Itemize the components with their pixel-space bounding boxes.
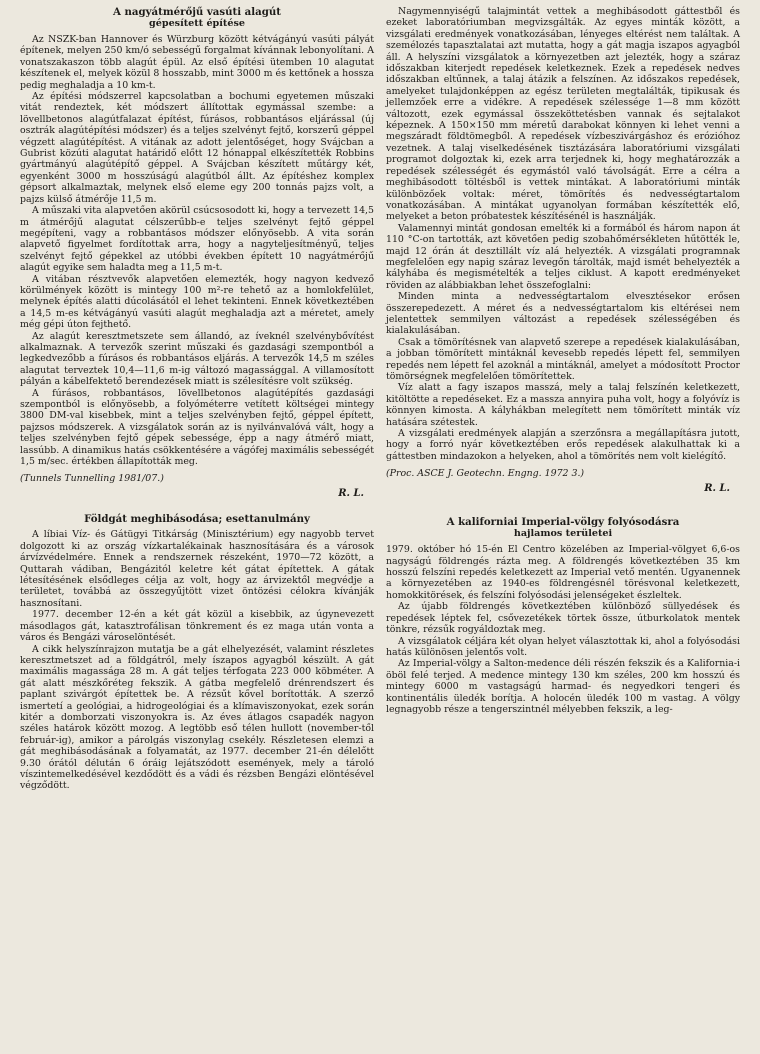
paragraph: 1977. december 12-én a két gát közül a kisebbik, az úgynevezett másodlagos gát, katasztrofálisan tönkrement és ez maga után vonta a város és Bengázi városelöntését.	[20, 609, 374, 644]
paragraph: Az újabb földrengés következtében különböző süllyedések és repedések léptek fel, csővezetékek törtek össze, útburkolatok mentek tönkre, rézsűk rogyáldoztak meg.	[386, 601, 740, 636]
paragraph: A műszaki vita alapvetően akörül csúcsosodott ki, hogy a tervezett 14,5 m átmérőjű alagutat célszerűbb-e teljes szelvényt fejtő géppel megépíteni, vagy a robbantásos módszer előnyösebb. A vita során alapvető figyelmet fordítottak arra, hogy a nagyteljesítményű, teljes szelvényt fejtő gépekkel az utóbbi években épített 10 nagyátmérőjű alagút egyike sem haladta meg a 11,5 m-t.	[20, 205, 374, 274]
article-imperial-valley	[386, 516, 740, 715]
paragraph: Az építési módszerrel kapcsolatban a bochumi egyetemen műszaki vitát rendeztek, két módszert állítottak egymással szembe: a lövellbetonos alagútfalazat építést, fúrásos, robbantásos eljárással (új osztrák alagútépítési módszer) és a teljes szelvényt fejtő, korszerű géppel végzett alagútépítést. A vitának az adott jelentőséget, hogy Svájcban a Gubrist közúti alagutat határidő előtt 12 hónappal elkészítették Robbins gyártmányú alagútépítő géppel. A Svájcban készített műtárgy két, egyenként 3000 m hosszúságú alagútból állt. Az építéshez komplex gépsort alkalmaztak, melynek első eleme egy 200 tonnás pajzs volt, a pajzs külső átmérője 11,5 m.	[20, 91, 374, 205]
paragraph: Víz alatt a fagy iszapos masszá, mely a talaj felszínén keletkezett, kitöltötte a repedéseket. Ez a massza annyira puha volt, hogy a folyóvíz is könnyen kimosta. A kályhákban melegített nem tömörített minták víz hatására szétestek.	[386, 382, 740, 428]
paragraph: A vizsgálatok céljára két olyan helyet választottak ki, ahol a folyósodási hatás különösen jelentős volt.	[386, 635, 740, 658]
paragraph: A fúrásos, robbantásos, lövellbetonos alagútépítés gazdasági szempontból is előnyösebb, a folyóméterre vetített költségei mintegy 3800 DM-val kisebbek, mint a teljes szelvényben fejtő, géppel épített, pajzsos módszerek. A vizsgálatok során az is nyilvánvalóvá vált, hogy a teljes szelvényben fejtő gépek sebessége, épp a nagy átmérő miatt, lassúbb. A dinamikus hatás csökkentésére a vágófej maximális sebességét 1,5 m/sec. értékben állapították meg.	[20, 387, 374, 468]
paragraph: Nagymennyiségű talajmintát vettek a meghibásodott gáttestből és ezeket laboratóriumban megvizsgálták. Az egyes minták között, a vizsgálati eredmények vonatkozásában, lényeges eltérést nem találtak. A személozés tapasztalatai azt mutatta, hogy a gát magja iszapos agyagból áll. A helyszíni vizsgálatok a környezetben azt jelezték, hogy a száraz időszakban kiterjedt repedések keletkeznek. Ezek a repedések nedves időszakban eltűnnek, a talaj átázik a felszínen. Az időszakos repedések, amelyeket tulajdonképpen az egész területen megtalálták, tipikusak és jellemzőek erre a vidékre. A repedések szélessége 1—8 mm között változott, ezek egymással összeköttetésben vannak és sejtalakot képeznek. A 150×150 mm méretű darabokat könnyen ki lehet venni a megszáradt földtömegből. A repedések vízbeszivárgáshoz és erózióhoz vezetnek. A talaj viselkedésének tisztázására laboratóriumi vizsgálati programot dolgoztak ki, ezek arra terjednek ki, hogy meghatározzák a repedések szélességét és egymástól való távolságát. Erre a célra a meghibásodott töltésből is vettek mintákat. A laboratóriumi minták különbözőek voltak: méret, tömörítés és nedvességtartalom vonatkozásában. A mintákat ugyanolyan formában készítették elő, melyeket a beton próbatestek készítésénél is használják.	[386, 6, 740, 223]
article-subtitle: gépesített építése	[149, 18, 245, 29]
paragraph: Az Imperial-völgy a Salton-medence déli részén fekszik és a Kalifornia-i öböl felé terjed. A medence mintegy 130 km széles, 200 km hosszú és mintegy 6000 m vastagságú harmad- és negyedkori tengeri és kontinentális üledék borítja. A holocén üledék 100 m vastag. A völgy legnagyobb része a tengerszintnél mélyebben fekszik, a leg-	[386, 658, 740, 715]
author-signature: R. L.	[338, 488, 364, 500]
paragraph: A vizsgálati eredmények alapján a szerzőnsra a megállapításra jutott, hogy a forró nyár következtében erős repedések alakulhattak ki a gáttestben mindazokon a helyeken, ahol a tömörítés nem volt kielégítő.	[386, 428, 740, 462]
author-signature: R. L.	[704, 483, 730, 495]
paragraph: Az NSZK-ban Hannover és Würzburg között kétvágányú vasúti pályát építenek, melyen 250 km/ó sebességű forgalmat kívánnak lebonyolítani. A vonatszakaszon több alagút épül. Az első építési ütemben 10 alagutat készítenek el, melyek közül 8 hosszabb, mint 3000 m és kettőnek a hossza pedig meghaladja a 10 km-t.	[20, 34, 374, 91]
paragraph: Valamennyi mintát gondosan emelték ki a formából és három napon át 110 °C-on tartották, azt követően pedig szobahőmérsékleten hűtötték le, majd 12 órán át desztillált víz alá helyezték. A vizsgálati programnak megfelelően egy napig száraz levegőn tárolták, majd ismét behelyezték a kályhába és megismételték a teljes ciklust. A kapott eredményeket röviden az alábbiakban lehet összefoglalni:	[386, 222, 740, 291]
article-dam-continued	[386, 6, 740, 494]
article-title: Földgát meghibásodása; esettanulmány	[84, 513, 310, 526]
paragraph: A vitában résztvevők alapvetően elemezték, hogy nagyon kedvező körülmények között is mintegy 100 m²-re tehető az a homlokfelület, melynek építés alatti dúcolásától el lehet tekinteni. Ennek következtében a 14,5 m-es kétvágányú vasúti alagút meghaladja azt a méretet, amely még gépi úton fejthető.	[20, 273, 374, 331]
paragraph: A cikk helyszínrajzon mutatja be a gát elhelyezését, valamint részletes keresztmetszet ad a földgátról, mely íszapos agyagból készült. A gát maximális magassága 28 m. A gát teljes térfogata 223 000 köbméter. A gát alatt mészkőréteg fekszik. A gátba megfelelő drénrendszert és paplant szivárgót építettek be. A rézsűt kővel borították. A szerző ismertetí a geológiai, a hidrogeológiai és a klímaviszonyokat, ezek során kitér a domborzati viszonyokra is. Az éves átlagos csapadék nagyon széles határok között mozog. A legtöbb eső télen hullott (november-től február-ig), amikor a párolgás viszonylag csekély. Részletesen elemzi a gát meghibásodásának a folyamatát, az 1977. december 21-én délelőtt 9.30 órától délután 6 óráig lejátszódott események, mely a tároló víszintemelkedésével kezdődött és a vádi és rézsben Bengázi elöntésével végződött.	[20, 643, 374, 792]
article-title-main: A nagyátmérőjű vasúti alagút	[113, 6, 281, 18]
article-tunnel	[20, 6, 374, 499]
paragraph: A líbiai Víz- és Gátügyi Titkárság (Minisztérium) egy nagyobb tervet dolgozott ki az ország vízkartalékainak hasznosítására és a városok árvízvédelmére. Ennek a rendszernek részeként, 1970—72 között, a Quttarah vádiban, Bengázitól keletre két gátat építettek. A gátak létesítésének elsődleges célja az volt, hogy az árvizektől megvédje a területet, továbbá az összegyűjtött vizet öntözési célokra kívánják hasznosítani.	[20, 529, 374, 609]
article-subtitle: hajlamos területei	[513, 528, 613, 540]
article-title	[386, 516, 740, 540]
article-title-main: A kaliforniai Imperial-völgy folyósodásra	[446, 516, 680, 529]
article-title	[20, 6, 374, 30]
source-citation: (Tunnels Tunnelling 1981/07.)	[20, 473, 164, 485]
left-column	[20, 6, 374, 792]
paragraph: Az alagút keresztmetszete sem állandó, az íveknél szelvénybővítést alkalmaznak. A tervezők szerint műszaki és gazdasági szempontból a legkedvezőbb a fúrásos és robbantásos eljárás. A tervezők 14,5 m széles alagutat terveztek 10,4—11,6 m-ig változó magassággal. A villamosított pályán a kábelfektető berendezések miatt is szélesítésre volt szükség.	[20, 330, 374, 388]
right-column	[386, 6, 740, 715]
source-citation: (Proc. ASCE J. Geotechn. Engng. 1972 3.)	[386, 468, 585, 480]
paragraph: Minden minta a nedvességtartalom elvesztésekor erősen összerepedezett. A méret és a nedvességtartalom kis eltérései nem jelentettek semmilyen változást a repedések szélességében és kialakulásában.	[386, 291, 740, 337]
paragraph: 1979. október hó 15-én El Centro közelében az Imperial-völgyet 6,6-os nagyságú földrengés rázta meg. A földrengés következtében 35 km hosszú felszíni repedés keletkezett az Imperial vető mentén. Ugyanennek a környezetében az 1940-es földrengésnél törésvonal keletkezett, homokkitörések, és felszíni folyósodási jelenségeket észleltek.	[386, 544, 740, 601]
paragraph: Csak a tömörítésnek van alapvető szerepe a repedések kialakulásában, a jobban tömörített mintáknál kevesebb repedés lépett fel, semmilyen repedés nem lépett fel azoknál a mintáknál, amelyet a módosított Proctor tömörségnek megfelelően tömörítettek.	[386, 336, 740, 382]
article-dam	[20, 513, 374, 791]
